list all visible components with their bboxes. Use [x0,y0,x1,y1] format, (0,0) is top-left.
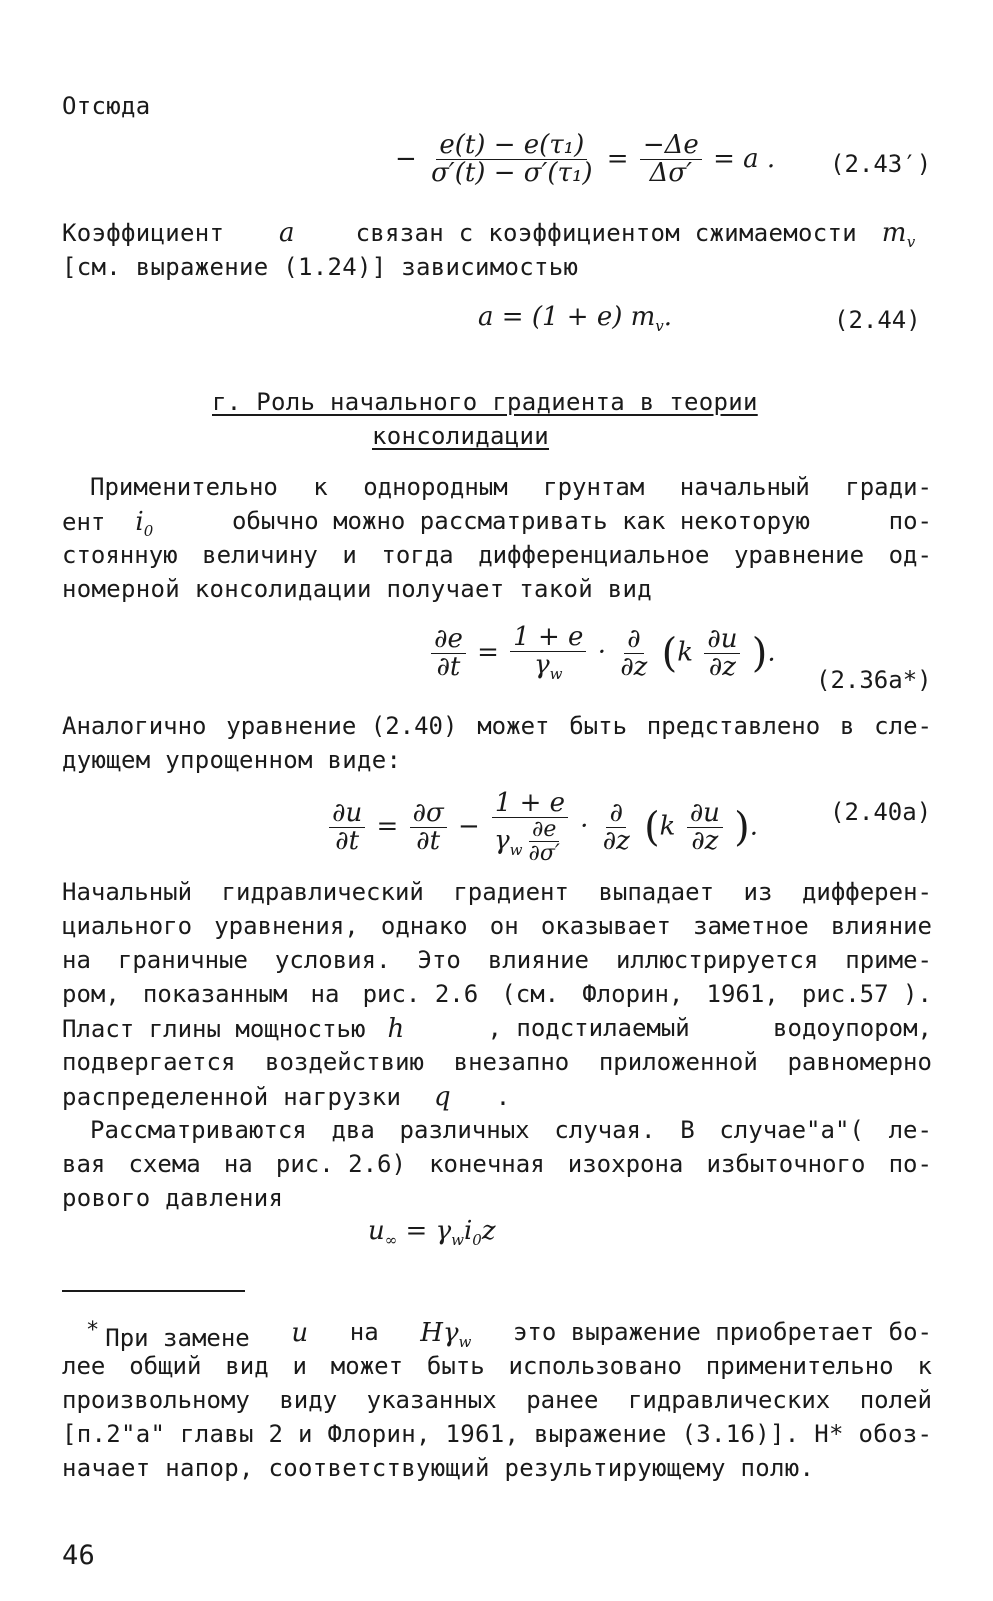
para1-line2: [см. выражение (1.24)] зависимостью [62,253,579,281]
footnote-divider [62,1290,245,1292]
para3-line1: Аналогично уравнение (2.40) может быть представлено в сле- [62,712,932,740]
para4-line2: циального уравнения, однако он оказывает заметное влияние [62,912,932,940]
para2-line3: стоянную величину и тогда дифференциальное уравнение од- [62,541,932,569]
footnote-line1: * При замене u на $H\gamma_w$ это выражение приобретает бо- [86,1318,932,1352]
para2-line1: Применительно к однородным грунтам начальный гради- [90,473,932,501]
para3-line2: дующем упрощенном виде: [62,746,402,774]
para2-line4: номерной консолидации получает такой вид [62,575,652,603]
symbol-H-gamma: $H\gamma_w$ [420,1318,472,1352]
symbol-h: h [387,1014,405,1044]
para2-line2: ент $i_0$ обычно можно рассматривать как некоторую по- [62,507,932,541]
para1-text: связан с коэффициентом сжимаемости [355,219,858,247]
para4-line3: на граничные условия. Это влияние иллюстрируется приме- [62,946,932,974]
para5-line1: Рассматриваются два различных случая. В случае"а"( ле- [90,1116,932,1144]
section-title-line2: консолидации [372,422,549,450]
footnote-line5: начает напор, соответствующий результирующему полю. [62,1454,815,1482]
footnote-line4: [п.2"а" главы 2 и Флорин, 1961, выражение (3.16)]. H* обоз- [62,1420,933,1448]
symbol-a: a [279,218,295,248]
section-title-line1: г. Роль начального градиента в теории [212,388,758,416]
equation-number-2-36a: (2.36a*) [816,666,932,694]
equation-u-infinity: $u_\infty = \gamma_wi_0z$ [368,1216,496,1250]
eq243-lhs-denominator: σ′(t) − σ′(τ₁) [431,158,593,189]
symbol-i0: $i_0$ [135,507,154,541]
para4-line6: подвергается воздействию внезапно приложенной равномерно [62,1048,932,1076]
eq243-rhs: = a . [713,143,776,174]
equation-2-36a: $\frac{\partial e}{\partial t}$ = $\frac{1 + e}{\gamma_w}$ · $\frac{\partial}{\partial z}$ (k $\frac{\partial u}{\partial z}$ ). [428,624,776,683]
text-otsyuda: Отсюда [62,92,151,120]
eq243-mid-numerator: −Δe [640,132,702,160]
eq243-lhs-numerator: e(t) − e(τ₁) [436,132,587,160]
equation-2-40a: $\frac{\partial u}{\partial t}$ = $\frac{\partial\sigma}{\partial t}$ − 1 + e $\gamma_w$ $\frac{\partial e}{\partial\sigma'}$ · $\frac{\partial}{\partial z}$ (k $\frac{\partial u}{\partial z}$ ). [326,790,758,865]
symbol-m: $m_v$ [881,218,916,252]
para1-word: Коэффициент [62,219,225,247]
symbol-q: q [433,1082,451,1112]
footnote-line3: произвольному виду указанных ранее гидравлических полей [62,1386,932,1414]
eq243-mid-denominator: Δσ′ [649,158,693,189]
para4-line5: Пласт глины мощностью h , подстилаемый водоупором, [62,1014,932,1044]
footnote-line2: лее общий вид и может быть использовано применительно к [62,1352,932,1380]
equation-2-43: − $\frac{\text{e(t) − e(τ₁)}}{\text{σ′(t) − σ′(τ₁)}}$ = $\frac{-\Delta e}{\Delta\sigma'}$ = a . [395,130,776,189]
equation-number-2-44: (2.44) [834,306,921,334]
para4-line1: Начальный гидравлический градиент выпадает из дифферен- [62,878,932,906]
page-number: 46 [62,1540,96,1571]
equation-number-2-43: (2.43′) [830,150,932,178]
equation-2-44: a = (1 + e) $m_v$. [478,302,673,336]
footnote-star: * [86,1318,100,1343]
equation-number-2-40a: (2.40a) [830,798,932,826]
para1-line1 [62,218,932,251]
para4-line4: ром, показанным на рис. 2.6 (см. Флорин, 1961, рис.57 ). [62,980,932,1008]
para5-line3: рового давления [62,1184,284,1212]
para4-line7: распределенной нагрузки q . [62,1082,511,1112]
para5-line2: вая схема на рис. 2.6) конечная изохрона избыточного по- [62,1150,932,1178]
symbol-u: u [291,1318,309,1348]
